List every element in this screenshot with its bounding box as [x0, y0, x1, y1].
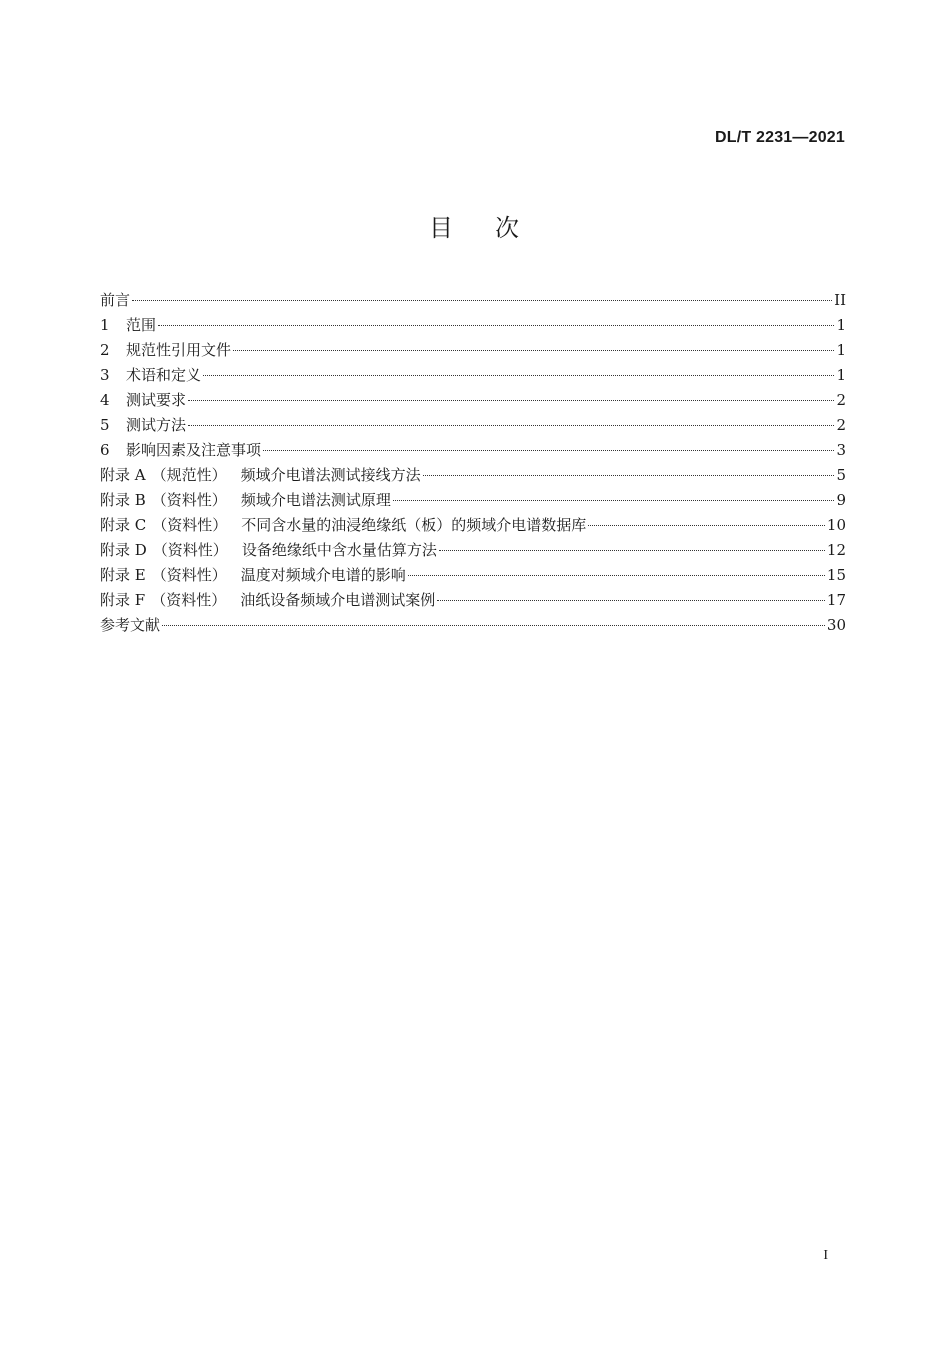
toc-entry[interactable]: [100, 438, 846, 463]
toc-entry-nature: （资料性）: [152, 516, 228, 534]
toc-title-char-1: 目: [429, 214, 455, 242]
toc-dot-leader: [393, 500, 835, 501]
toc-entry-appendix: 附录 E: [100, 566, 146, 584]
toc-title-char-2: 次: [495, 214, 521, 242]
toc-entry-title: 频域介电谱法测试原理: [240, 491, 391, 509]
toc-entry-label: [100, 488, 391, 513]
toc-entry-appendix: 附录 D: [100, 541, 147, 559]
toc-entry[interactable]: [100, 563, 846, 588]
toc-entry-title: 温度对频域介电谱的影响: [240, 566, 406, 584]
toc-dot-leader: [437, 600, 825, 601]
toc-entry-page: 1: [836, 341, 846, 359]
toc-entry-label: [100, 438, 261, 463]
toc-entry-label: [100, 463, 421, 488]
toc-dot-leader: [188, 400, 834, 401]
toc-entry-number: 5: [100, 416, 110, 434]
toc-entry-title: 设备绝缘纸中含水量估算方法: [241, 541, 437, 559]
toc-dot-leader: [132, 300, 832, 301]
toc-entry-title: 不同含水量的油浸绝缘纸（板）的频域介电谱数据库: [241, 516, 587, 534]
toc-entry-title: 影响因素及注意事项: [126, 441, 262, 459]
toc-entry-label: [100, 388, 186, 413]
toc-entry-appendix: 附录 B: [100, 491, 146, 509]
toc-entry[interactable]: [100, 288, 846, 313]
toc-entry-label: [100, 363, 201, 388]
toc-entry-label: [100, 563, 406, 588]
table-of-contents: [100, 288, 846, 638]
toc-entry-label: [100, 613, 160, 638]
toc-entry-title: 测试要求: [126, 391, 187, 409]
toc-entry-nature: （资料性）: [151, 566, 227, 584]
toc-entry-title: 测试方法: [126, 416, 187, 434]
toc-entry-label: [100, 513, 586, 538]
toc-entry-title: 规范性引用文件: [126, 341, 232, 359]
toc-entry-number: 2: [100, 341, 110, 359]
toc-dot-leader: [408, 575, 825, 576]
toc-entry-title: 参考文献: [100, 616, 161, 634]
toc-entry-page: 1: [836, 316, 846, 334]
toc-entry-nature: （规范性）: [151, 466, 227, 484]
toc-entry-nature: （资料性）: [151, 591, 227, 609]
toc-entry[interactable]: [100, 538, 846, 563]
toc-entry[interactable]: [100, 338, 846, 363]
toc-entry[interactable]: [100, 413, 846, 438]
toc-dot-leader: [162, 625, 825, 626]
toc-entry-number: 6: [100, 441, 110, 459]
toc-dot-leader: [423, 475, 835, 476]
toc-entry-label: [100, 288, 130, 313]
toc-entry-title: 前言: [100, 291, 131, 309]
toc-entry-nature: （资料性）: [152, 541, 228, 559]
toc-entry[interactable]: [100, 488, 846, 513]
toc-entry[interactable]: [100, 363, 846, 388]
toc-entry-title: 术语和定义: [126, 366, 202, 384]
toc-entry-label: [100, 538, 437, 563]
toc-entry-page: 5: [836, 466, 846, 484]
toc-entry-page: 1: [836, 366, 846, 384]
toc-entry-nature: （资料性）: [151, 491, 227, 509]
toc-entry[interactable]: [100, 388, 846, 413]
toc-entry-page: 9: [836, 491, 846, 509]
toc-dot-leader: [439, 550, 825, 551]
toc-entry-label: [100, 313, 156, 338]
toc-entry-page: 17: [826, 591, 846, 609]
toc-dot-leader: [588, 525, 825, 526]
toc-dot-leader: [263, 450, 834, 451]
toc-entry-page: 12: [826, 541, 846, 559]
toc-entry-appendix: 附录 F: [100, 591, 146, 609]
toc-entry[interactable]: [100, 513, 846, 538]
toc-dot-leader: [158, 325, 834, 326]
toc-entry-page: II: [834, 291, 846, 309]
toc-entry-number: 3: [100, 366, 110, 384]
toc-entry-appendix: 附录 C: [100, 516, 147, 534]
toc-entry-title: 频域介电谱法测试接线方法: [240, 466, 421, 484]
toc-entry-page: 10: [826, 516, 846, 534]
toc-entry[interactable]: [100, 613, 846, 638]
toc-dot-leader: [203, 375, 834, 376]
page-number: I: [823, 1248, 828, 1263]
toc-entry-page: 2: [836, 416, 846, 434]
toc-entry-number: 4: [100, 391, 110, 409]
toc-entry[interactable]: [100, 463, 846, 488]
toc-entry-label: [100, 338, 231, 363]
toc-entry-number: 1: [100, 316, 110, 334]
toc-title: [0, 208, 950, 243]
toc-entry-page: 30: [826, 616, 846, 634]
toc-entry-page: 15: [826, 566, 846, 584]
toc-entry-label: [100, 413, 186, 438]
toc-entry-page: 2: [836, 391, 846, 409]
toc-entry-page: 3: [836, 441, 846, 459]
document-code: DL/T 2231—2021: [715, 129, 845, 146]
toc-entry-title: 范围: [126, 316, 157, 334]
toc-dot-leader: [233, 350, 834, 351]
toc-entry[interactable]: [100, 588, 846, 613]
toc-entry[interactable]: [100, 313, 846, 338]
toc-entry-label: [100, 588, 435, 613]
toc-dot-leader: [188, 425, 834, 426]
toc-entry-title: 油纸设备频域介电谱测试案例: [240, 591, 436, 609]
toc-entry-appendix: 附录 A: [100, 466, 146, 484]
